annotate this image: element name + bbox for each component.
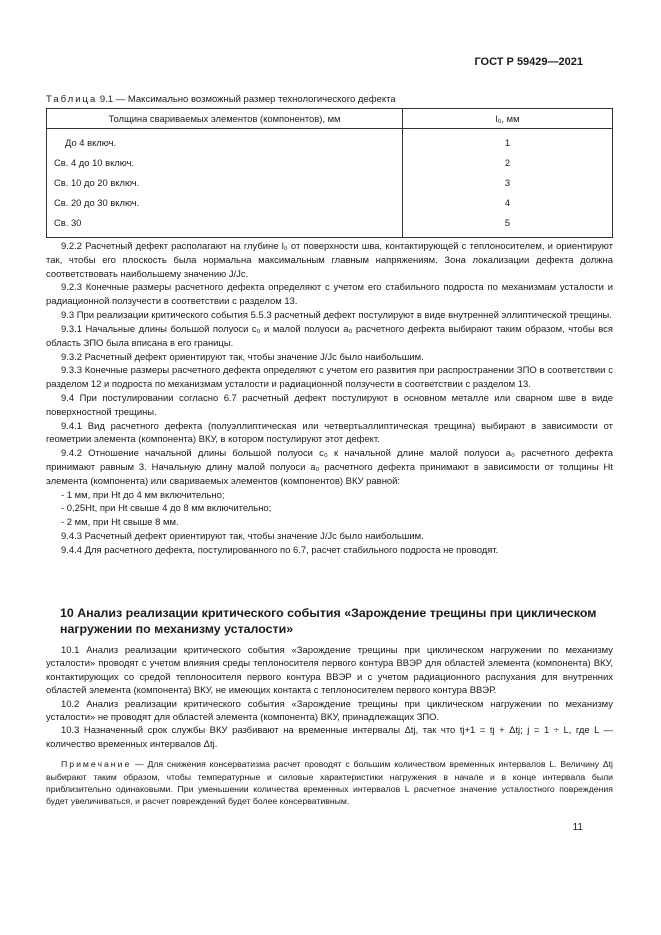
paragraph: 10.1 Анализ реализации критического события «Зарождение трещины при циклическом нагружении по механизму усталости» проводят с учетом влияния среды теплоносителя первого контура ВВЭР для областей элемента (компонента) ВКУ, контактирующих со средой теплоносителя первого контура ВВЭР и с учетом радиационного распухания для внутренних областей элемента (компонента) ВКУ, не имеющих контакта с теплоносителем первого контура ВВЭР. [46,645,613,697]
thickness-cell: Св. 20 до 30 включ. [47,192,403,212]
table-header-row [47,109,613,129]
note [46,758,613,807]
paragraph: 9.4.1 Вид расчетного дефекта (полуэллиптическая или четвертьэллиптическая трещина) выбирают в зависимости от геометрии элемента (компонента) ВКУ, в котором постулируют этот дефект. [46,420,613,446]
paragraph: 10.2 Анализ реализации критического события «Зарождение трещины при циклическом нагружении по механизму усталости» не проводят для областей элемента (компонента) ВКУ, принадлежащих ЗПО. [46,698,613,724]
list-item: - 2 мм, при Ht свыше 8 мм. [61,517,179,529]
table-row [47,153,613,173]
note-text: — Для снижения консерватизма расчет проводят с большим количеством временных интервалов L. Величину Δtj выбирают таким образом, чтобы температурные и силовые характеристики нагружения в начале и в конце интервала были приблизительно одинаковыми. При уменьшении количества временных интервалов L расчетное значение усталостного повреждения будет увеличиваться, и расчет повреждений будет более консервативным. [46,759,613,807]
list-item: - 1 мм, при Ht до 4 мм включительно; [61,489,225,501]
thickness-cell: Св. 4 до 10 включ. [47,153,403,173]
table-row [47,192,613,212]
paragraph: 9.4.4 Для расчетного дефекта, постулированного по 6.7, расчет стабильного подроста не проводят. [61,544,499,556]
table-caption-label: Таблица [46,94,98,105]
paragraph: 9.4.3 Расчетный дефект ориентируют так, чтобы значение J/Jc было наибольшим. [61,531,424,543]
table-caption [46,94,396,105]
note-label: Примечание [61,759,132,770]
thickness-cell: Св. 30 [47,212,403,237]
l0-cell: 4 [403,192,613,212]
l0-cell: 2 [403,153,613,173]
l0-cell: 1 [403,129,613,153]
paragraph: 9.4 При постулировании согласно 6.7 расчетный дефект постулируют в основном металле или сварном шве в виде поверхностной трещины. [46,392,613,418]
paragraph: 10.3 Назначенный срок службы ВКУ разбивают на временные интервалы Δtj, так что tj+1 = tj + Δtj; j = 1 ÷ L, где L — количество временных интервалов Δtj. [46,725,613,750]
paragraph: 9.2.3 Конечные размеры расчетного дефекта определяют с учетом его стабильного подроста по механизмам усталости и радиационной ползучести в соответствии с разделом 13. [46,282,613,308]
body-text-section-10 [46,644,613,807]
table-row [47,173,613,193]
column-header-thickness: Толщина свариваемых элементов (компонентов), мм [47,109,403,129]
table-row [47,129,613,153]
body-text-section-9 [46,240,613,558]
paragraph: 9.3.3 Конечные размеры расчетного дефекта определяют с учетом его развития при распространении ЗПО в соответствии с разделом 12 и подроста по механизмам усталости и радиационной ползучести в соответствии с разделом 13. [46,365,613,391]
paragraph: 9.3.2 Расчетный дефект ориентируют так, чтобы значение J/Jc было наибольшим. [61,351,424,363]
paragraph: 9.3.1 Начальные длины большой полуоси c₀ и малой полуоси a₀ расчетного дефекта выбирают таким образом, чтобы вся область ЗПО была вписана в его границы. [46,323,613,349]
paragraph: 9.4.2 Отношение начальной длины большой полуоси c₀ к начальной длине малой полуоси a₀ расчетного дефекта принимают равным 3. Начальную длину малой полуоси a₀ расчетного дефекта принимают в зависимости от толщины Ht элемента (компонента) или свариваемых элементов (компонентов) ВКУ равной: [46,448,613,487]
table-row [47,212,613,237]
section-10-title: 10 Анализ реализации критического события «Зарождение трещины при циклическом нагружении по механизму усталости» [60,606,597,636]
thickness-cell: До 4 включ. [47,129,403,153]
defect-size-table [46,108,613,238]
column-header-l0: l₀, мм [403,109,613,129]
l0-cell: 5 [403,212,613,237]
paragraph: 9.3 При реализации критического события 5.5.3 расчетный дефект постулируют в виде внутренней эллиптической трещины. [61,310,612,322]
table-caption-text: 9.1 — Максимально возможный размер технологического дефекта [97,94,396,105]
document-header: ГОСТ Р 59429—2021 [474,56,583,68]
l0-cell: 3 [403,173,613,193]
paragraph: 9.2.2 Расчетный дефект располагают на глубине l₀ от поверхности шва, контактирующей с теплоносителем, и ориентируют так, чтобы его плоскость была нормальна максимальным главным напряжениям. Зона локализации дефекта должна соответствовать наибольшему значению J/Jc. [46,241,613,280]
thickness-cell: Св. 10 до 20 включ. [47,173,403,193]
list-item: - 0,25Ht, при Ht свыше 4 до 8 мм включительно; [61,503,272,515]
page-number: 11 [572,822,583,833]
